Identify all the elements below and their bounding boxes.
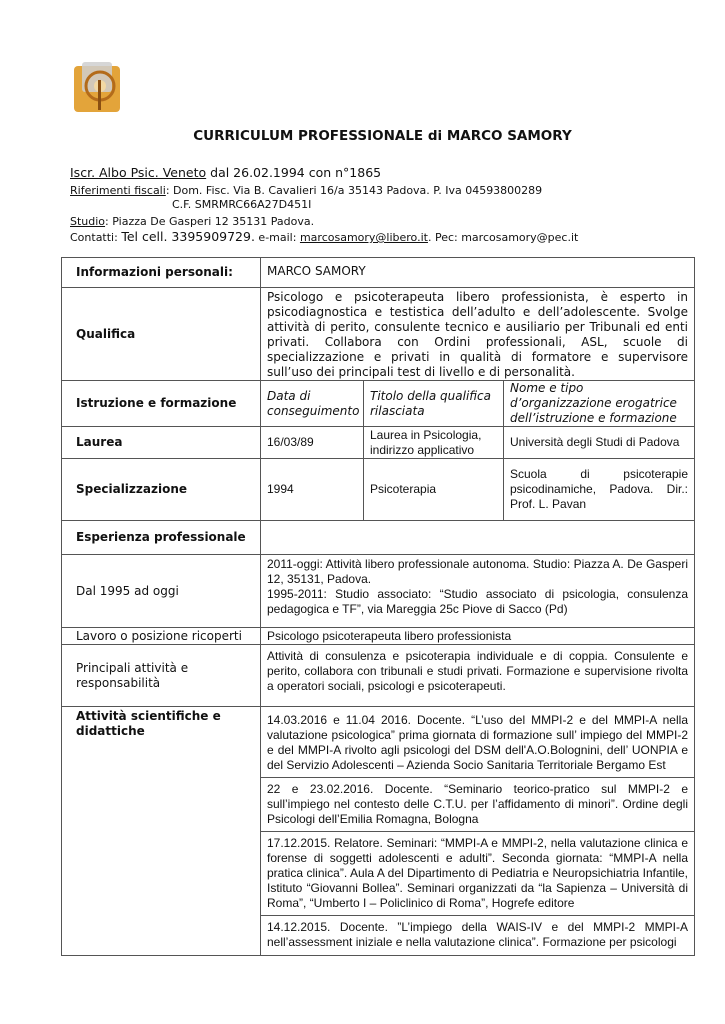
row-qualifica [62,288,695,381]
istruzione-col-org: Nome e tipo d’organizzazione erogatrice dell’istruzione e formazione [504,381,695,427]
attivita-label: Attività scientifiche e didattiche [62,707,261,956]
specializzazione-date: 1994 [261,459,364,521]
specializzazione-title: Psicoterapia [364,459,504,521]
lavoro-value: Psicologo psicoterapeuta libero professionista [261,628,695,645]
codice-fiscale: C.F. SMRMRC66A27D451I [172,198,312,211]
laurea-title: Laurea in Psicologia, indirizzo applicativo [364,427,504,459]
personal-label: Informazioni personali: [62,258,261,288]
row-specializzazione [62,459,695,521]
istruzione-col-date: Data di conseguimento [261,381,364,427]
row-laurea [62,427,695,459]
personal-value: MARCO SAMORY [261,258,695,288]
istruzione-col-title: Titolo della qualifica rilasciata [364,381,504,427]
esperienza-value [261,521,695,555]
page-title: CURRICULUM PROFESSIONALE di MARCO SAMORY [193,128,572,144]
specializzazione-label: Specializzazione [62,459,261,521]
row-personal [62,258,695,288]
attivita-item: 22 e 23.02.2016. Docente. “Seminario teorico-pratico sul MMPI-2 e sull’impiego nel contesto delle C.T.U. per l’affidamento di minori”. Ordine degli Psicologi dell’Emilia Romagna, Bologna [261,782,694,832]
laurea-date: 16/03/89 [261,427,364,459]
principali-value: Attività di consulenza e psicoterapia individuale e di coppia. Consulente e perito, collabora con tribunali e studi privati. Formazione e supervisione rivolta a operatori sociali, psicologi e psicoterapeuti. [261,645,695,707]
dal1995-label: Dal 1995 ad oggi [62,555,261,628]
row-lavoro [62,628,695,645]
specializzazione-org: Scuola di psicoterapie psicodinamiche, Padova. Dir.: Prof. L. Pavan [504,459,695,521]
row-attivita [62,707,695,956]
attivita-value [261,707,695,956]
istruzione-label: Istruzione e formazione [62,381,261,427]
dal1995-line2: 1995-2011: Studio associato: “Studio associato di psicologia, consulenza pedagogica e TF”, via Mareggia 25c Piove di Sacco (Pd) [267,587,688,616]
contatti-line: Contatti: Tel cell. 3395909729. e-mail: marcosamory@libero.it. Pec: marcosamory@pec.it [70,229,579,244]
dal1995-line1: 2011-oggi: Attività libero professionale autonoma. Studio: Piazza A. De Gasperi 12, 35131, Padova. [267,557,688,586]
studio-line: Studio: Piazza De Gasperi 12 35131 Padova. [70,215,315,228]
row-esperienza [62,521,695,555]
attivita-item: 14.12.2015. Docente. ”L’impiego della WAIS-IV e del MMPI-2 MMPI-A nell’assessment iniziale e nella valutazione clinica”. Formazione per psicologi [267,920,688,949]
qualifica-label: Qualifica [62,288,261,381]
attivita-item: 17.12.2015. Relatore. Seminari: “MMPI-A e MMPI-2, nella valutazione clinica e forense di soggetti adolescenti e adulti”. Seconda giornata: “MMPI-A nella pratica clinica”. Aula A del Dipartimento di Pediatria e Neuropsichiatria Infantile, Istituto “Giovanni Bollea”. Seminari organizzati da “la Sapienza – Università di Roma”, “Umberto I – Policlinico di Roma”, Hogrefe editore [261,836,694,916]
esperienza-label: Esperienza professionale [62,521,261,555]
albo-line: Iscr. Albo Psic. Veneto dal 26.02.1994 con n°1865 [70,165,382,180]
row-principali [62,645,695,707]
row-dal1995 [62,555,695,628]
dal1995-value [261,555,695,628]
laurea-label: Laurea [62,427,261,459]
row-istruzione [62,381,695,427]
email-link[interactable]: marcosamory@libero.it [299,231,428,244]
fiscali-line: Riferimenti fiscali: Dom. Fisc. Via B. Cavalieri 16/a 35143 Padova. P. Iva 04593800289 [70,184,543,197]
laurea-org: Università degli Studi di Padova [504,427,695,459]
attivita-item: 14.03.2016 e 11.04 2016. Docente. “L’uso del MMPI-2 e del MMPI-A nella valutazione psicologica” prima giornata di formazione sull’ impiego del MMPI-2 e del MMPI-A rivolto agli psicologi del DSM dell'A.O.Bolognini, dell’ UONPIA e del Servizio Adolescenti – Azienda Socio Sanitaria Territoriale Bergamo Est [261,713,694,778]
principali-label: Principali attività e responsabilità [62,645,261,707]
logo [74,62,124,112]
cv-table [61,257,695,956]
qualifica-value: Psicologo e psicoterapeuta libero professionista, è esperto in psicodiagnostica e testistica dell’adulto e dell’adolescente. Svolge attività di perito, consulente tecnico e ausiliario per Tribunali ed enti privati. Collabora con Ordini professionali, ASL, scuole di specializzazione e privati in qualità di formatore e supervisore sull’uso dei principali test di livello e di personalità. [261,288,695,381]
lavoro-label: Lavoro o posizione ricoperti [62,628,261,645]
